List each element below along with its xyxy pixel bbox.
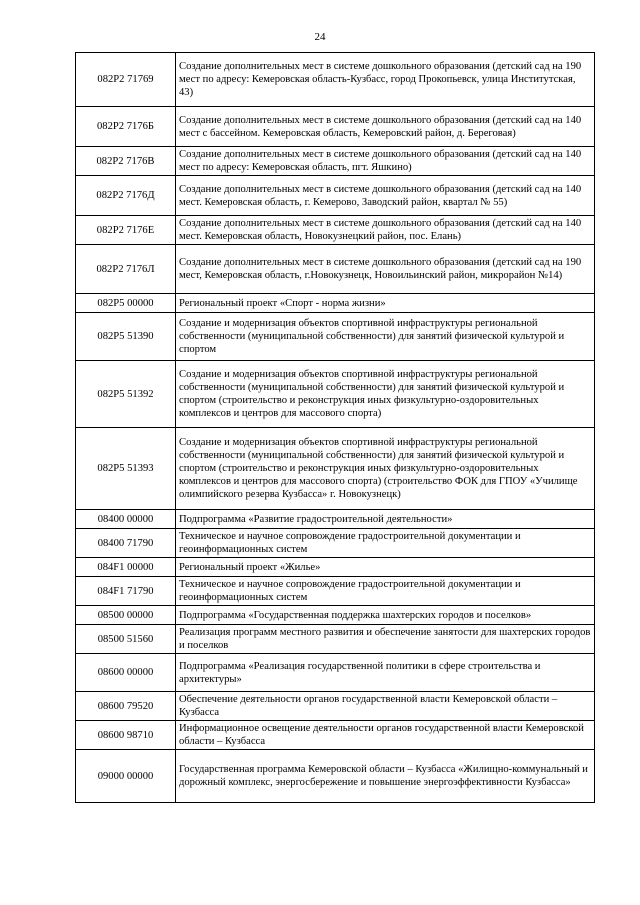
code-cell: 082P2 71769 <box>76 53 176 107</box>
table-row <box>76 176 595 216</box>
description-cell: Создание дополнительных мест в системе дошкольного образования (детский сад на 190 мест по адресу: Кемеровская область-Кузбасс, город Прокопьевск, улица Институтская, 43) <box>176 53 595 107</box>
code-cell: 082P2 7176Б <box>76 107 176 147</box>
code-cell: 082P2 7176В <box>76 147 176 176</box>
code-cell: 082P5 51393 <box>76 428 176 510</box>
description-cell: Создание дополнительных мест в системе дошкольного образования (детский сад на 140 мест. Кемеровская область, г. Кемерово, Заводский район, квартал № 55) <box>176 176 595 216</box>
code-cell: 084F1 00000 <box>76 558 176 577</box>
table-row <box>76 606 595 625</box>
description-cell: Создание и модернизация объектов спортивной инфраструктуры региональной собственности (муниципальной собственности) для занятий физической культурой и спортом <box>176 313 595 361</box>
table-row <box>76 625 595 654</box>
table-row <box>76 750 595 803</box>
code-cell: 08600 98710 <box>76 721 176 750</box>
table-row <box>76 216 595 245</box>
code-cell: 084F1 71790 <box>76 577 176 606</box>
description-cell: Создание и модернизация объектов спортивной инфраструктуры региональной собственности (муниципальной собственности) для занятий физической культурой и спортом (строительство и реконструкция иных физкультурно-оздоровительных комплексов и центров для массового спорта) (строительство ФОК для ГПОУ «Училище олимпийского резерва Кузбасса» г. Новокузнецк) <box>176 428 595 510</box>
budget-codes-table <box>75 52 595 803</box>
table-body <box>76 53 595 803</box>
code-cell: 09000 00000 <box>76 750 176 803</box>
table-row <box>76 107 595 147</box>
code-cell: 082P2 7176Д <box>76 176 176 216</box>
code-cell: 08600 79520 <box>76 692 176 721</box>
table-row <box>76 53 595 107</box>
description-cell: Создание и модернизация объектов спортивной инфраструктуры региональной собственности (муниципальной собственности) для занятий физической культурой и спортом (строительство и реконструкция иных физкультурно-оздоровительных комплексов и центров для массового спорта) <box>176 361 595 428</box>
table-row <box>76 654 595 692</box>
description-cell: Подпрограмма «Развитие градостроительной деятельности» <box>176 510 595 529</box>
description-cell: Техническое и научное сопровождение градостроительной документации и геоинформационных систем <box>176 577 595 606</box>
description-cell: Создание дополнительных мест в системе дошкольного образования (детский сад на 140 мест с бассейном. Кемеровская область, Кемеровский район, д. Береговая) <box>176 107 595 147</box>
table-row <box>76 147 595 176</box>
description-cell: Техническое и научное сопровождение градостроительной документации и геоинформационных систем <box>176 529 595 558</box>
code-cell: 082P5 51392 <box>76 361 176 428</box>
table-row <box>76 294 595 313</box>
table-row <box>76 361 595 428</box>
table-row <box>76 428 595 510</box>
table-row <box>76 692 595 721</box>
code-cell: 08600 00000 <box>76 654 176 692</box>
description-cell: Подпрограмма «Реализация государственной политики в сфере строительства и архитектуры» <box>176 654 595 692</box>
description-cell: Создание дополнительных мест в системе дошкольного образования (детский сад на 140 мест по адресу: Кемеровская область, пгт. Яшкино) <box>176 147 595 176</box>
description-cell: Обеспечение деятельности органов государственной власти Кемеровской области – Кузбасса <box>176 692 595 721</box>
description-cell: Реализация программ местного развития и обеспечение занятости для шахтерских городов и поселков <box>176 625 595 654</box>
code-cell: 082P2 7176Л <box>76 245 176 294</box>
code-cell: 082P5 51390 <box>76 313 176 361</box>
code-cell: 08400 71790 <box>76 529 176 558</box>
table-row <box>76 529 595 558</box>
description-cell: Создание дополнительных мест в системе дошкольного образования (детский сад на 190 мест, Кемеровская область, г.Новокузнецк, Новоильинский район, микрорайон №14) <box>176 245 595 294</box>
page-number: 24 <box>314 31 326 43</box>
description-cell: Информационное освещение деятельности органов государственной власти Кемеровской области – Кузбасса <box>176 721 595 750</box>
table-row <box>76 558 595 577</box>
table-row <box>76 245 595 294</box>
description-cell: Региональный проект «Спорт - норма жизни» <box>176 294 595 313</box>
code-cell: 082P2 7176Е <box>76 216 176 245</box>
description-cell: Создание дополнительных мест в системе дошкольного образования (детский сад на 140 мест. Кемеровская область, Новокузнецкий район, пос. Елань) <box>176 216 595 245</box>
description-cell: Подпрограмма «Государственная поддержка шахтерских городов и поселков» <box>176 606 595 625</box>
description-cell: Государственная программа Кемеровской области – Кузбасса «Жилищно-коммунальный и дорожный комплекс, энергосбережение и повышение энергоэффективности Кузбасса» <box>176 750 595 803</box>
code-cell: 082P5 00000 <box>76 294 176 313</box>
code-cell: 08500 51560 <box>76 625 176 654</box>
table-row <box>76 721 595 750</box>
table-row <box>76 577 595 606</box>
table-row <box>76 510 595 529</box>
code-cell: 08500 00000 <box>76 606 176 625</box>
table-row <box>76 313 595 361</box>
code-cell: 08400 00000 <box>76 510 176 529</box>
description-cell: Региональный проект «Жилье» <box>176 558 595 577</box>
